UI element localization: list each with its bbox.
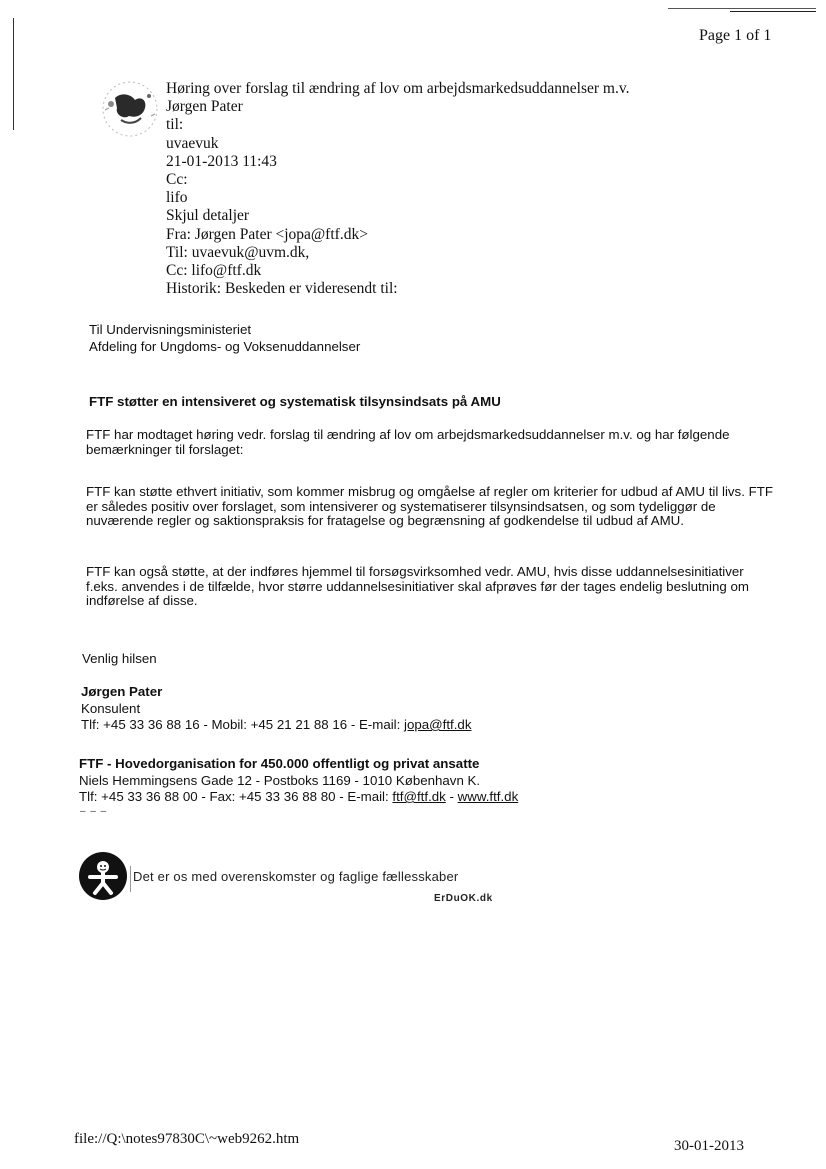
separator-mark: – – –	[80, 806, 108, 817]
history-line: Historik: Beskeden er videresendt til:	[166, 280, 398, 298]
email-subject: Høring over forslag til ændring af lov om arbejdsmarkedsuddannelser m.v.	[166, 80, 630, 97]
sender-avatar-icon	[99, 78, 161, 140]
footer-file-path: file://Q:\notes97830C\~web9262.htm	[74, 1131, 300, 1147]
tagline-divider	[130, 866, 131, 892]
email-sender: Jørgen Pater	[166, 98, 243, 116]
from-line: Fra: Jørgen Pater <jopa@ftf.dk>	[166, 225, 368, 243]
recipient-address	[89, 321, 360, 355]
greeting: Venlig hilsen	[82, 651, 157, 666]
signature-name: Jørgen Pater	[81, 684, 163, 699]
campaign-site: ErDuOK.dk	[434, 893, 493, 904]
email-header	[166, 80, 629, 298]
to-line: Til: uvaevuk@uvm.dk,	[166, 243, 310, 261]
page-number: Page 1 of 1	[699, 27, 772, 44]
paragraph: FTF kan støtte ethvert initiativ, som kommer misbrug og omgåelse af regler om kriterier for udbud af AMU til livs. FTF er således positiv over forslaget, som intensiverer og systematiserer tilsynsindsatsen, og som tydeliggør de nuværende regler og saktionspraksis for fratagelse og begrænsning af godkendelse til udbud af AMU.	[86, 484, 773, 529]
scan-artifact-line	[668, 8, 816, 9]
signature-contact	[81, 717, 471, 734]
recipient-line: Til Undervisningsministeriet	[89, 322, 252, 337]
to-label: til:	[166, 116, 184, 134]
cc-value: lifo	[166, 189, 188, 207]
to-value: uvaevuk	[166, 134, 219, 152]
organization-contact-text: Tlf: +45 33 36 88 00 - Fax: +45 33 36 88 80 - E-mail:	[79, 789, 393, 804]
signature-email-link[interactable]: jopa@ftf.dk	[404, 717, 472, 732]
letter-headline: FTF støtter en intensiveret og systematisk tilsynsindsats på AMU	[89, 394, 501, 409]
organization-separator: -	[445, 789, 458, 804]
paragraph: FTF kan også støtte, at der indføres hjemmel til forsøgsvirksomhed vedr. AMU, hvis disse uddannelsesinitiativer f.eks. anvendes i de tilfælde, hvor større uddannelsesinitiativer skal afprøves før der tages endelig beslutning om indførelse af disse.	[86, 564, 749, 609]
erduok-logo-icon	[78, 851, 128, 901]
cc-line: Cc: lifo@ftf.dk	[166, 262, 262, 280]
paragraph: FTF har modtaget høring vedr. forslag til ændring af lov om arbejdsmarkedsuddannelser m.v. og har følgende bemærkninger til forslaget:	[86, 427, 730, 457]
organization-block	[79, 756, 518, 806]
organization-address: Niels Hemmingsens Gade 12 - Postboks 1169 - 1010 København K.	[79, 772, 481, 788]
organization-email-link[interactable]: ftf@ftf.dk	[392, 789, 446, 804]
signature	[81, 684, 471, 734]
signature-title: Konsulent	[81, 700, 141, 716]
organization-website-link[interactable]: www.ftf.dk	[457, 789, 519, 804]
cc-label: Cc:	[166, 171, 188, 189]
scan-artifact-line	[730, 11, 816, 12]
campaign-tagline: Det er os med overenskomster og faglige fællesskaber	[133, 869, 459, 884]
organization-contact	[79, 789, 518, 806]
hide-details-link[interactable]: Skjul detaljer	[166, 207, 250, 225]
scan-artifact-line	[13, 18, 14, 130]
signature-contact-text: Tlf: +45 33 36 88 16 - Mobil: +45 21 21 88 16 - E-mail:	[81, 717, 405, 732]
footer-date: 30-01-2013	[674, 1138, 744, 1154]
recipient-line: Afdeling for Ungdoms- og Voksenuddannelser	[89, 339, 361, 354]
organization-name: FTF - Hovedorganisation for 450.000 offentligt og privat ansatte	[79, 756, 480, 771]
email-datetime: 21-01-2013 11:43	[166, 152, 277, 170]
